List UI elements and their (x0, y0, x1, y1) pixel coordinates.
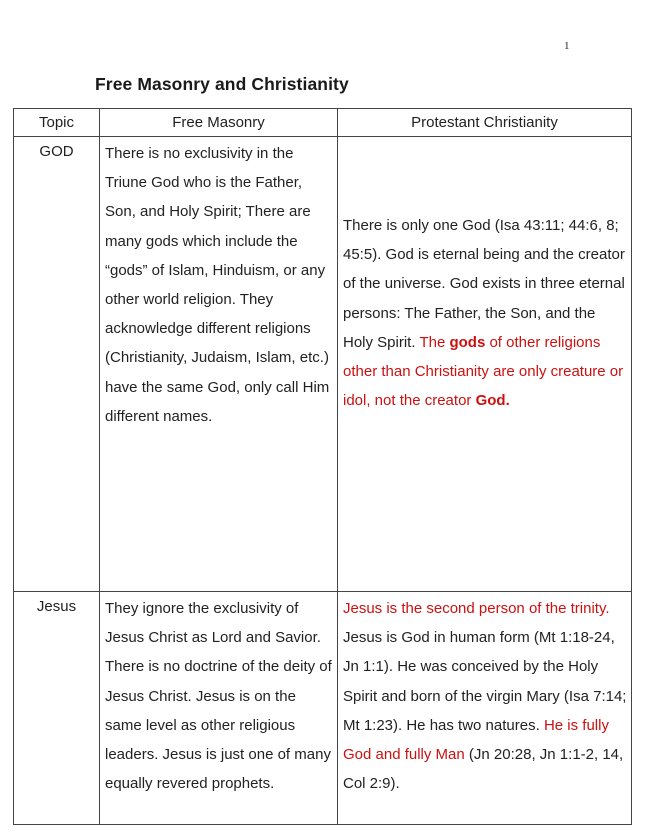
page-number: 1 (564, 40, 570, 52)
table-row-god (14, 137, 632, 592)
jesus-statement-plain-2: (Jn 20:28, Jn 1:1-2, 14, Col 2:9). (343, 746, 624, 793)
free-masonry-cell-god: There is no exclusivity in the Triune God who is the Father, Son, and Holy Spirit; There are many gods which include the “gods” of Islam, Hinduism, or any other world religion. They acknowledge different religions (Christianity, Judaism, Islam, etc.) have the same God, only call Him different names. (100, 137, 338, 592)
topic-cell-jesus: Jesus (14, 592, 100, 825)
table-row-jesus (14, 592, 632, 825)
free-masonry-cell-jesus: They ignore the exclusivity of Jesus Christ as Lord and Savior. There is no doctrine of the deity of Jesus Christ. Jesus is on the same level as other religious leaders. Jesus is just one of many equally revered prophets. (100, 592, 338, 825)
protestant-cell-god (338, 137, 632, 592)
god-statement-red-bold-gods: gods (449, 333, 486, 351)
jesus-statement-red-1: Jesus is the second person of the trinity. (343, 600, 610, 617)
header-protestant-christianity: Protestant Christianity (338, 109, 632, 137)
header-topic: Topic (14, 109, 100, 137)
document-title: Free Masonry and Christianity (95, 74, 349, 94)
god-statement-red-2: of other religions other than Christianity are only creature or idol, not the creator (343, 333, 624, 410)
jesus-statement-plain-1: Jesus is God in human form (Mt 1:18-24, Jn 1:1). He was conceived by the Holy Spirit and born of the virgin Mary (Isa 7:14; Mt 1:23). He has two natures. (343, 629, 627, 734)
header-row (14, 109, 632, 137)
topic-cell-god: GOD (14, 137, 100, 592)
god-statement-red-1: The (419, 333, 450, 351)
comparison-table (13, 108, 632, 825)
jesus-statement-red-2: He is fully God and fully Man (343, 716, 609, 764)
god-statement-plain: There is only one God (Isa 43:11; 44:6, 8; 45:5). God is eternal being and the creator of the universe. God exists in three eternal persons: The Father, the Son, and the Holy Spirit. (343, 217, 625, 351)
protestant-cell-jesus (338, 592, 632, 825)
god-statement-red-bold-god: God. (475, 392, 510, 410)
header-free-masonry: Free Masonry (100, 109, 338, 137)
table-header (14, 109, 632, 137)
